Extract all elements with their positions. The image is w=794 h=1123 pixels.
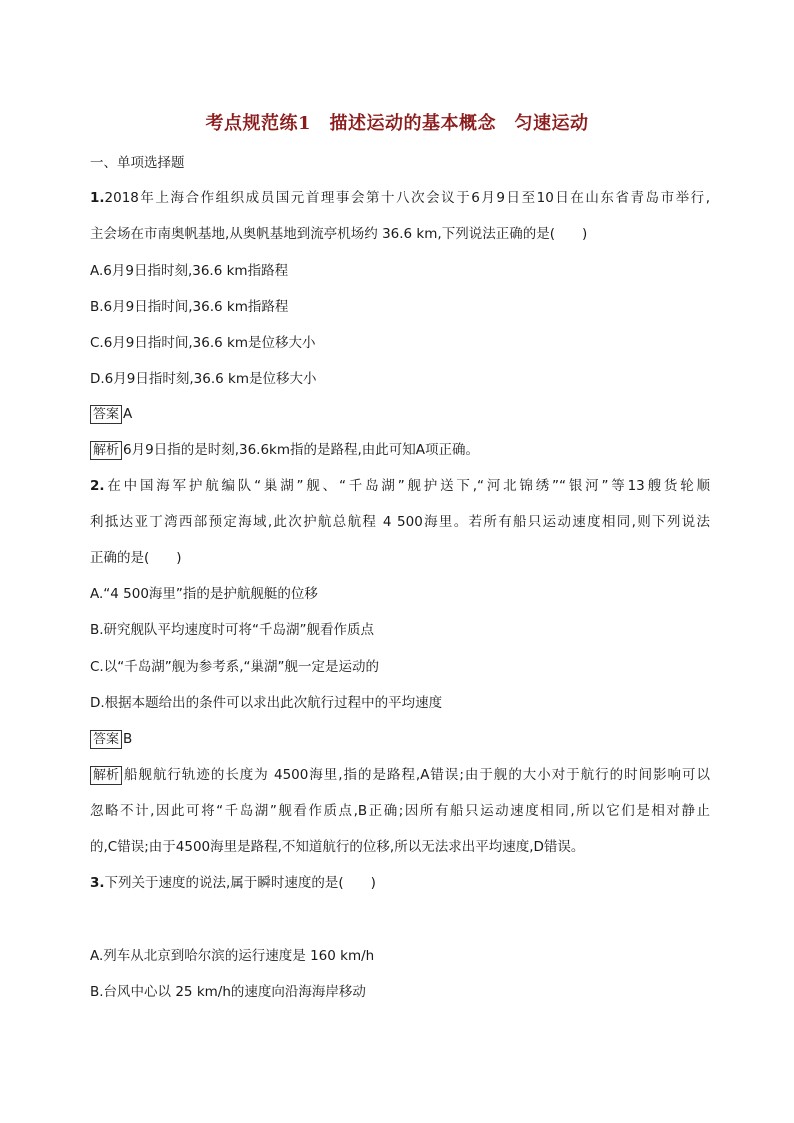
answer-tag: 答案 <box>90 405 122 424</box>
analysis-tag: 解析 <box>90 766 122 785</box>
q2-option-d: D.根据本题给出的条件可以求出此次航行过程中的平均速度 <box>90 695 443 711</box>
q3-stem-line-1: 3.下列关于速度的说法,属于瞬时速度的是( ) <box>90 875 376 891</box>
q2-analysis-line-1: 解析 船舰航行轨迹的长度为 4500海里,指的是路程,A错误;由于舰的大小对于航行的时间影响可以 <box>90 765 710 785</box>
answer-tag: 答案 <box>90 730 122 749</box>
q1-analysis: 解析 6月9日指的是时刻,36.6km指的是路程,由此可知A项正确。 <box>90 440 710 460</box>
q1-option-d: D.6月9日指时刻,36.6 km是位移大小 <box>90 371 317 387</box>
q2-analysis-line-3: 的,C错误;由于4500海里是路程,不知道航行的位移,所以无法求出平均速度,D错误。 <box>90 839 585 855</box>
q2-option-a: A.“4 500海里”指的是护航舰艇的位移 <box>90 586 318 602</box>
page-title: 考点规范练1 描述运动的基本概念 匀速运动 <box>205 113 589 134</box>
analysis-tag: 解析 <box>90 441 122 460</box>
q3-option-a: A.列车从北京到哈尔滨的运行速度是 160 km/h <box>90 948 375 964</box>
q2-stem-line-2: 利抵达亚丁湾西部预定海域,此次护航总航程 4 500海里。若所有船只运动速度相同,则下列说法 <box>90 514 710 530</box>
q2-answer <box>90 729 710 749</box>
q2-stem-line-1: 2.在中国海军护航编队“巢湖”舰、“千岛湖”舰护送下,“河北锦绣”“银河”等13艘货轮顺 <box>90 478 710 494</box>
q3-option-b: B.台风中心以 25 km/h的速度向沿海海岸移动 <box>90 984 366 1000</box>
q1-stem-line-2: 主会场在市南奥帆基地,从奥帆基地到流亭机场约 36.6 km,下列说法正确的是( ) <box>90 226 588 242</box>
q2-number: 2. <box>90 478 105 494</box>
q1-answer-value: A <box>123 406 133 422</box>
q2-answer-value: B <box>123 731 133 747</box>
q2-stem-line-3: 正确的是( ) <box>90 550 182 566</box>
q2-analysis-line-2: 忽略不计,因此可将“千岛湖”舰看作质点,B正确;因所有船只运动速度相同,所以它们是相对静止 <box>90 803 710 819</box>
q1-stem-line-1: 1.2018年上海合作组织成员国元首理事会第十八次会议于6月9日至10日在山东省青岛市举行, <box>90 190 710 206</box>
q1-option-c: C.6月9日指时间,36.6 km是位移大小 <box>90 335 316 351</box>
q1-option-a: A.6月9日指时刻,36.6 km指路程 <box>90 263 289 279</box>
q2-option-c: C.以“千岛湖”舰为参考系,“巢湖”舰一定是运动的 <box>90 659 379 675</box>
section-heading: 一、单项选择题 <box>90 155 185 171</box>
q1-answer <box>90 404 710 424</box>
q2-option-b: B.研究舰队平均速度时可将“千岛湖”舰看作质点 <box>90 622 375 638</box>
q1-option-b: B.6月9日指时间,36.6 km指路程 <box>90 299 289 315</box>
q1-number: 1. <box>90 190 105 206</box>
q3-number: 3. <box>90 875 105 891</box>
